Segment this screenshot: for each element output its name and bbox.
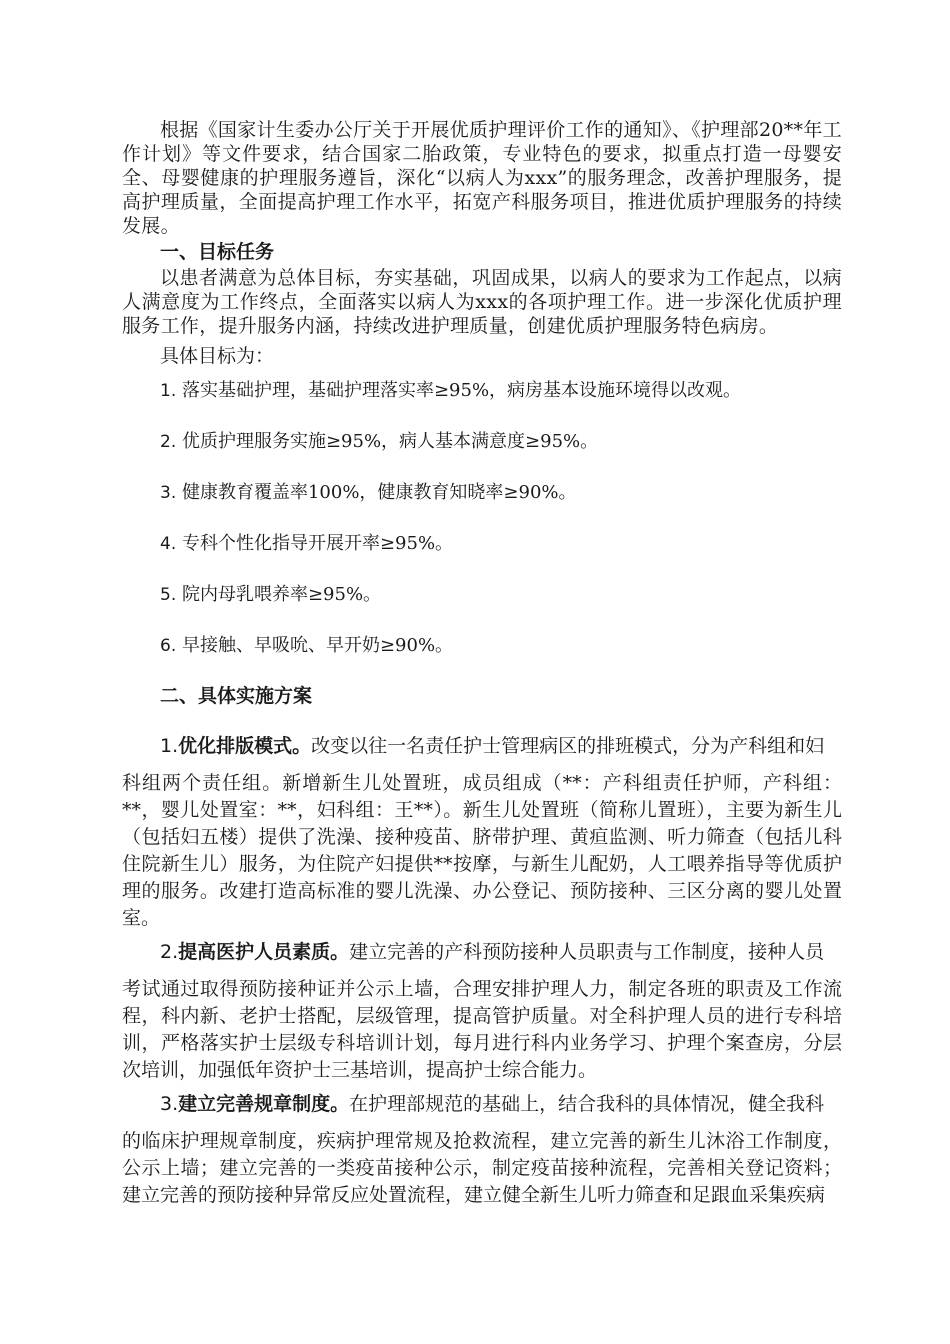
goal-item-2 <box>122 429 842 455</box>
goal-text: 院内母乳喂养率≥95%。 <box>181 584 382 605</box>
goal-item-1 <box>122 378 842 404</box>
goal-item-4 <box>122 531 842 557</box>
plan-item-title: 提高医护人员素质。 <box>178 941 350 963</box>
goal-item-6 <box>122 633 842 659</box>
plan-item-number: 2. <box>160 941 179 963</box>
goal-text: 专科个性化指导开展开率≥95%。 <box>181 533 454 554</box>
plan-item-lead-text: 建立完善的产科预防接种人员职责与工作制度，接种人员 <box>349 941 825 963</box>
plan-item-lead-text: 在护理部规范的基础上，结合我科的具体情况，健全我科 <box>349 1093 825 1115</box>
plan-item-number: 1. <box>160 735 179 757</box>
plan-item-1-lead <box>122 734 842 758</box>
plan-item-number: 3. <box>160 1093 179 1115</box>
goal-text: 健康教育覆盖率100%，健康教育知晓率≥90%。 <box>181 482 577 503</box>
goal-number: 2. <box>160 432 177 452</box>
plan-item-2-lead <box>122 940 842 964</box>
plan-item-title: 优化排版模式。 <box>178 735 312 757</box>
goal-text: 优质护理服务实施≥95%，病人基本满意度≥95%。 <box>181 431 599 452</box>
goal-number: 6. <box>160 636 177 656</box>
section1-body: 以患者满意为总体目标，夯实基础，巩固成果，以病人的要求为工作起点，以病人满意度为工作终点，全面落实以病人为xxx的各项护理工作。进一步深化优质护理服务工作，提升服务内涵，持续改进护理质量，创建优质护理服务特色病房。 <box>122 267 842 337</box>
goal-text: 早接触、早吸吮、早开奶≥90%。 <box>181 635 454 656</box>
plan-item-3-body: 的临床护理规章制度，疾病护理常规及抢救流程，建立完善的新生儿沐浴工作制度，公示上墙；建立完善的一类疫苗接种公示，制定疫苗接种流程，完善相关登记资料；建立完善的预防接种异常反应处置流程，建立健全新生儿听力筛查和足跟血采集疾病 <box>122 1130 842 1206</box>
intro-paragraph: 根据《国家计生委办公厅关于开展优质护理评价工作的通知》、《护理部20**年工作计划》等文件要求，结合国家二胎政策，专业特色的要求，拟重点打造一母婴安全、母婴健康的护理服务遵旨，深化“以病人为xxx”的服务理念，改善护理服务，提高护理质量，全面提高护理工作水平，拓宽产科服务项目，推进优质护理服务的持续发展。 <box>122 119 842 237</box>
plan-item-2-body: 考试通过取得预防接种证并公示上墙，合理安排护理人力，制定各班的职责及工作流程，科内新、老护士搭配，层级管理，提高管护质量。对全科护理人员的进行专科培训，严格落实护士层级专科培训计划，每月进行科内业务学习、护理个案查房，分层次培训，加强低年资护士三基培训，提高护士综合能力。 <box>122 978 842 1081</box>
goals-intro: 具体目标为： <box>160 345 275 367</box>
goal-item-5 <box>122 582 842 608</box>
goal-number: 5. <box>160 585 177 605</box>
goal-number: 1. <box>160 381 177 401</box>
plan-item-title: 建立完善规章制度。 <box>178 1093 350 1115</box>
plan-item-3-lead <box>122 1092 842 1116</box>
goal-number: 3. <box>160 483 177 503</box>
goal-text: 落实基础护理，基础护理落实率≥95%，病房基本设施环境得以改观。 <box>181 380 742 401</box>
plan-item-lead-text: 改变以往一名责任护士管理病区的排班模式，分为产科组和妇 <box>311 735 825 757</box>
goal-number: 4. <box>160 534 177 554</box>
document-page <box>122 118 842 1209</box>
section2-heading: 二、具体实施方案 <box>160 685 313 707</box>
section1-heading: 一、目标任务 <box>160 241 275 263</box>
goals-list <box>122 378 842 659</box>
plan-item-1-body: 科组两个责任组。新增新生儿处置班，成员组成（**：产科组责任护师，产科组：**，婴儿处置室：**，妇科组：王**）。新生儿处置班（简称儿置班），主要为新生儿（包括妇五楼）提供了洗澡、接种疫苗、脐带护理、黄疸监测、听力筛查（包括儿科住院新生儿）服务，为住院产妇提供**按摩，与新生儿配奶，人工喂养指导等优质护理的服务。改建打造高标准的婴儿洗澡、办公登记、预防接种、三区分离的婴儿处置室。 <box>122 772 842 929</box>
goal-item-3 <box>122 480 842 506</box>
